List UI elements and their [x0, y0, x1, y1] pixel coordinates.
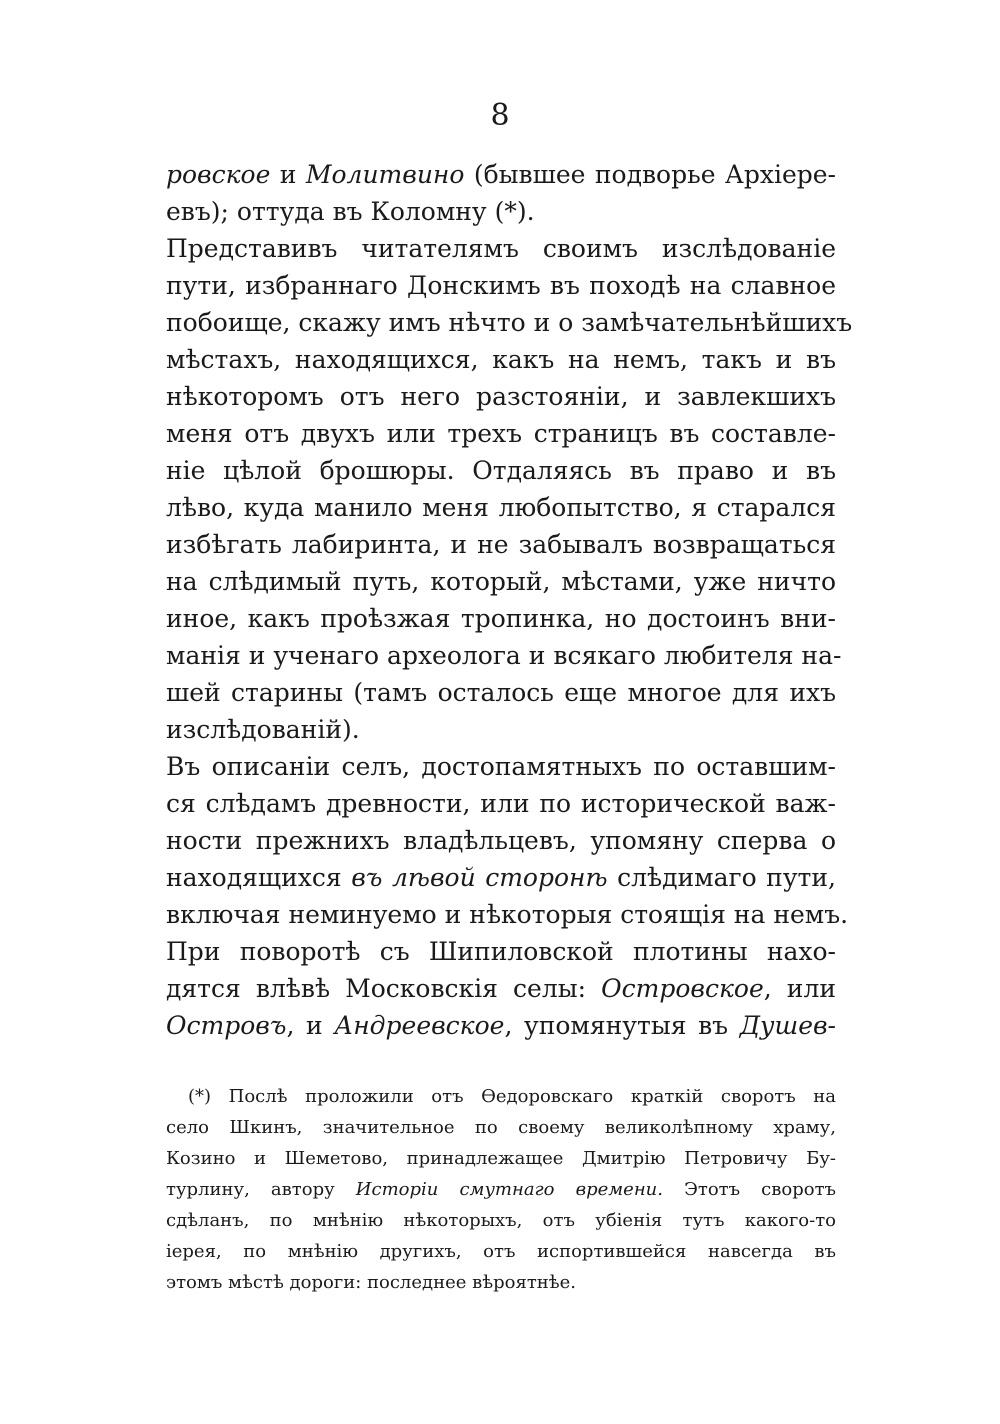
text-line	[166, 859, 836, 896]
text-run: ности прежнихъ владѣльцевъ, упомяну сперва о	[166, 826, 836, 855]
text-run: избѣгать лабиринта, и не забывалъ возвращаться	[166, 530, 836, 559]
italic-text: Островское	[601, 974, 764, 1003]
text-line	[166, 933, 836, 970]
text-run: Представивъ читателямъ своимъ изслѣдованiе	[166, 234, 836, 263]
text-run: лѣво, куда манило меня любопытство, я старался	[166, 493, 836, 522]
text-line	[166, 970, 836, 1007]
text-run: ся слѣдамъ древности, или по исторической важ-	[166, 789, 836, 818]
main-text-body	[166, 156, 853, 1044]
text-run: iерея, по мнѣнiю другихъ, отъ испортившейся навсегда въ	[166, 1241, 836, 1262]
text-run: шей старины (тамъ осталось еще многое для ихъ	[166, 678, 836, 707]
text-run: меня отъ двухъ или трехъ страницъ въ составле-	[166, 419, 836, 448]
text-run: манiя и ученаго археолога и всякаго любителя на-	[166, 641, 842, 670]
text-run: пути, избраннаго Донскимъ въ походѣ на славное	[166, 271, 836, 300]
text-run: , упомянутыя въ	[504, 1011, 740, 1040]
text-run: иное, какъ проѣзжая тропинка, но достоинъ вни-	[166, 604, 836, 633]
text-line	[166, 822, 836, 859]
italic-text: Островъ	[166, 1011, 287, 1040]
text-run: (бывшее подворье Архiере-	[464, 160, 836, 189]
text-run: нѣкоторомъ отъ него разстоянiи, и завлекшихъ	[166, 382, 836, 411]
footnote-line	[166, 1081, 836, 1112]
text-line	[166, 896, 849, 933]
text-run: Козино и Шеметово, принадлежащее Дмитрiю Петровичу Бу-	[166, 1148, 836, 1169]
text-run: и	[270, 160, 306, 189]
text-run: на слѣдимый путь, который, мѣстами, уже ничто	[166, 567, 836, 596]
footnote-line	[166, 1236, 836, 1267]
italic-text: въ лѣвой сторонѣ	[351, 863, 608, 892]
italic-text: Молитвино	[305, 160, 465, 189]
page-number: 8	[490, 98, 510, 133]
text-run: сдѣланъ, по мнѣнiю нѣкоторыхъ, отъ убiенiя тутъ какого-то	[166, 1210, 836, 1231]
text-line	[166, 415, 836, 452]
text-run: изслѣдованiй).	[166, 715, 360, 744]
text-run: село Шкинъ, значительное по своему великолѣпному храму,	[166, 1117, 836, 1138]
text-line	[166, 230, 836, 267]
text-line	[166, 637, 842, 674]
italic-text: ровское	[166, 160, 271, 189]
footnote-line	[166, 1174, 836, 1205]
text-line	[166, 452, 836, 489]
text-run: нiе цѣлой брошюры. Отдаляясь въ право и въ	[166, 456, 836, 485]
text-line	[166, 489, 836, 526]
text-line	[166, 156, 836, 193]
text-run: При поворотѣ съ Шипиловской плотины нахо-	[166, 937, 836, 966]
text-run: (*) Послѣ проложили отъ Өедоровскаго краткiй своротъ на	[188, 1086, 836, 1107]
text-run: турлину, автору	[166, 1179, 356, 1200]
text-run: Этотъ своротъ	[663, 1179, 837, 1200]
text-run: евъ); оттуда въ Коломну (*).	[166, 197, 535, 226]
footnote-line	[166, 1112, 836, 1143]
text-line	[166, 711, 836, 748]
text-line	[166, 674, 836, 711]
text-run: этомъ мѣстѣ дороги: последнее вѣроятнѣе.	[166, 1272, 577, 1293]
text-run: , или	[763, 974, 837, 1003]
italic-text: Исторiи смутнаго времени.	[355, 1179, 663, 1200]
text-line	[166, 193, 836, 230]
italic-text: Андреевское	[334, 1011, 505, 1040]
text-run: , и	[286, 1011, 335, 1040]
text-run: побоище, скажу имъ нѣчто и о замѣчательнѣйшихъ	[166, 308, 853, 337]
text-run: слѣдимаго пути,	[607, 863, 836, 892]
text-line	[166, 748, 836, 785]
text-line	[166, 785, 836, 822]
footnote-line	[166, 1267, 836, 1298]
italic-text: Душев-	[739, 1011, 836, 1040]
text-line	[166, 563, 836, 600]
text-line	[166, 341, 836, 378]
text-run: Въ описанiи селъ, достопамятныхъ по оставшим-	[166, 752, 836, 781]
footnote-line	[166, 1143, 836, 1174]
text-line	[166, 526, 836, 563]
text-run: находящихся	[166, 863, 352, 892]
text-run: дятся влѣвѣ Московскiя селы:	[166, 974, 602, 1003]
text-line	[166, 1007, 836, 1044]
text-line	[166, 600, 836, 637]
text-line	[166, 304, 853, 341]
text-run: включая неминуемо и нѣкоторыя стоящiя на немъ.	[166, 900, 849, 929]
footnote	[166, 1081, 836, 1298]
text-run: мѣстахъ, находящихся, какъ на немъ, такъ и въ	[166, 345, 836, 374]
footnote-line	[166, 1205, 836, 1236]
text-line	[166, 378, 836, 415]
text-line	[166, 267, 836, 304]
